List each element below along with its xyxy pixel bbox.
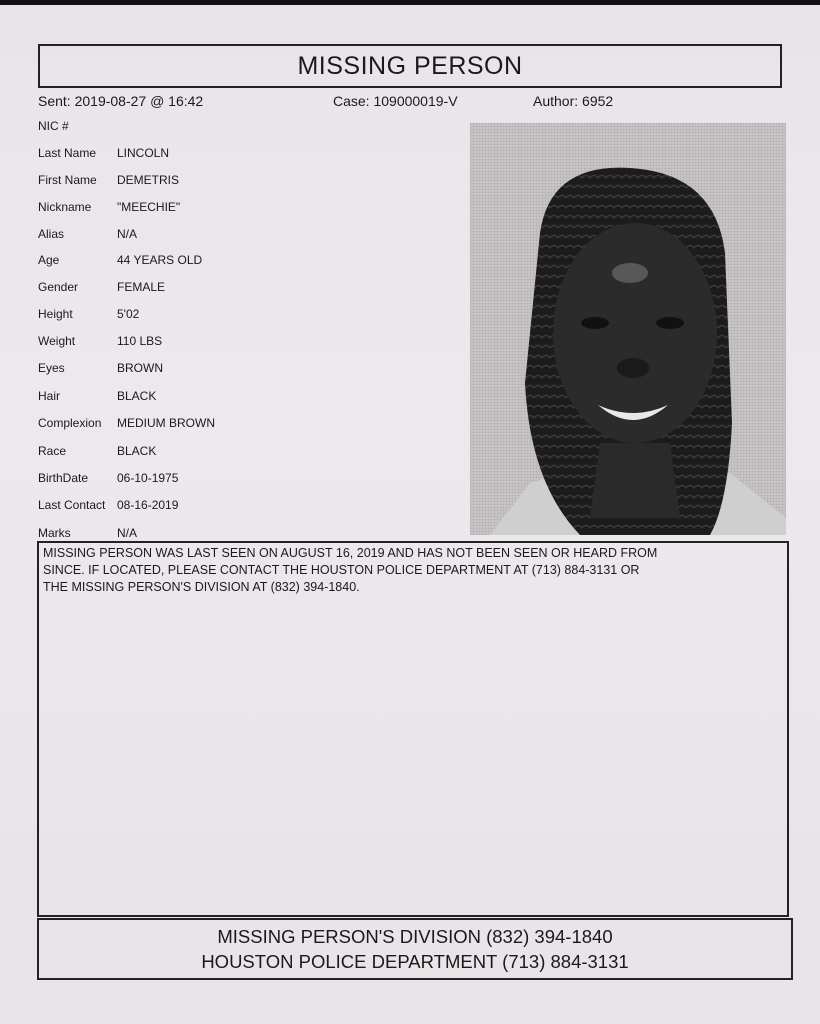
field-label-eyes: Eyes <box>38 361 65 375</box>
sent-info: Sent: 2019-08-27 @ 16:42 <box>38 93 204 109</box>
field-value-eyes: BROWN <box>117 361 163 375</box>
field-label-birthdate: BirthDate <box>38 471 89 485</box>
field-label-marks: Marks <box>38 526 71 540</box>
field-label-nic: NIC # <box>38 119 69 133</box>
contact-footer <box>37 918 793 980</box>
field-value-height: 5'02 <box>117 307 140 321</box>
field-value-birthdate: 06-10-1975 <box>117 471 179 485</box>
field-label-hair: Hair <box>38 389 61 403</box>
field-value-last-name: LINCOLN <box>117 146 170 160</box>
footer-line-division: MISSING PERSON'S DIVISION (832) 394-1840 <box>217 926 613 947</box>
title-text: MISSING PERSON <box>297 51 523 80</box>
field-value-complexion: MEDIUM BROWN <box>117 416 215 430</box>
narrative-line-2: SINCE. IF LOCATED, PLEASE CONTACT THE HOUSTON POLICE DEPARTMENT AT (713) 884-3131 OR <box>43 563 640 577</box>
narrative-box <box>37 541 789 917</box>
field-label-complexion: Complexion <box>38 416 102 430</box>
field-label-age: Age <box>38 253 60 267</box>
field-label-first-name: First Name <box>38 173 97 187</box>
field-value-hair: BLACK <box>117 389 157 403</box>
field-value-nickname: "MEECHIE" <box>117 200 181 214</box>
field-value-alias: N/A <box>117 227 138 241</box>
portrait-illustration <box>470 123 786 535</box>
field-label-nickname: Nickname <box>38 200 92 214</box>
field-value-race: BLACK <box>117 444 157 458</box>
footer-line-department: HOUSTON POLICE DEPARTMENT (713) 884-3131 <box>201 951 629 972</box>
narrative-line-3: THE MISSING PERSON'S DIVISION AT (832) 394-1840. <box>43 580 360 594</box>
field-label-height: Height <box>38 307 73 321</box>
case-number: Case: 109000019-V <box>333 93 458 109</box>
field-label-last-name: Last Name <box>38 146 97 160</box>
field-value-last-contact: 08-16-2019 <box>117 498 179 512</box>
field-value-first-name: DEMETRIS <box>117 173 180 187</box>
field-label-gender: Gender <box>38 280 79 294</box>
top-edge <box>0 0 820 5</box>
field-value-marks: N/A <box>117 526 138 540</box>
field-label-race: Race <box>38 444 67 458</box>
field-label-last-contact: Last Contact <box>38 498 106 512</box>
field-value-weight: 110 LBS <box>117 334 163 348</box>
document-title <box>38 44 782 88</box>
person-photo <box>470 123 786 535</box>
field-label-weight: Weight <box>38 334 76 348</box>
narrative-line-1: MISSING PERSON WAS LAST SEEN ON AUGUST 16, 2019 AND HAS NOT BEEN SEEN OR HEARD FROM <box>43 546 658 560</box>
field-label-alias: Alias <box>38 227 65 241</box>
field-value-age: 44 YEARS OLD <box>117 253 203 267</box>
author-info: Author: 6952 <box>533 93 614 109</box>
field-value-gender: FEMALE <box>117 280 166 294</box>
